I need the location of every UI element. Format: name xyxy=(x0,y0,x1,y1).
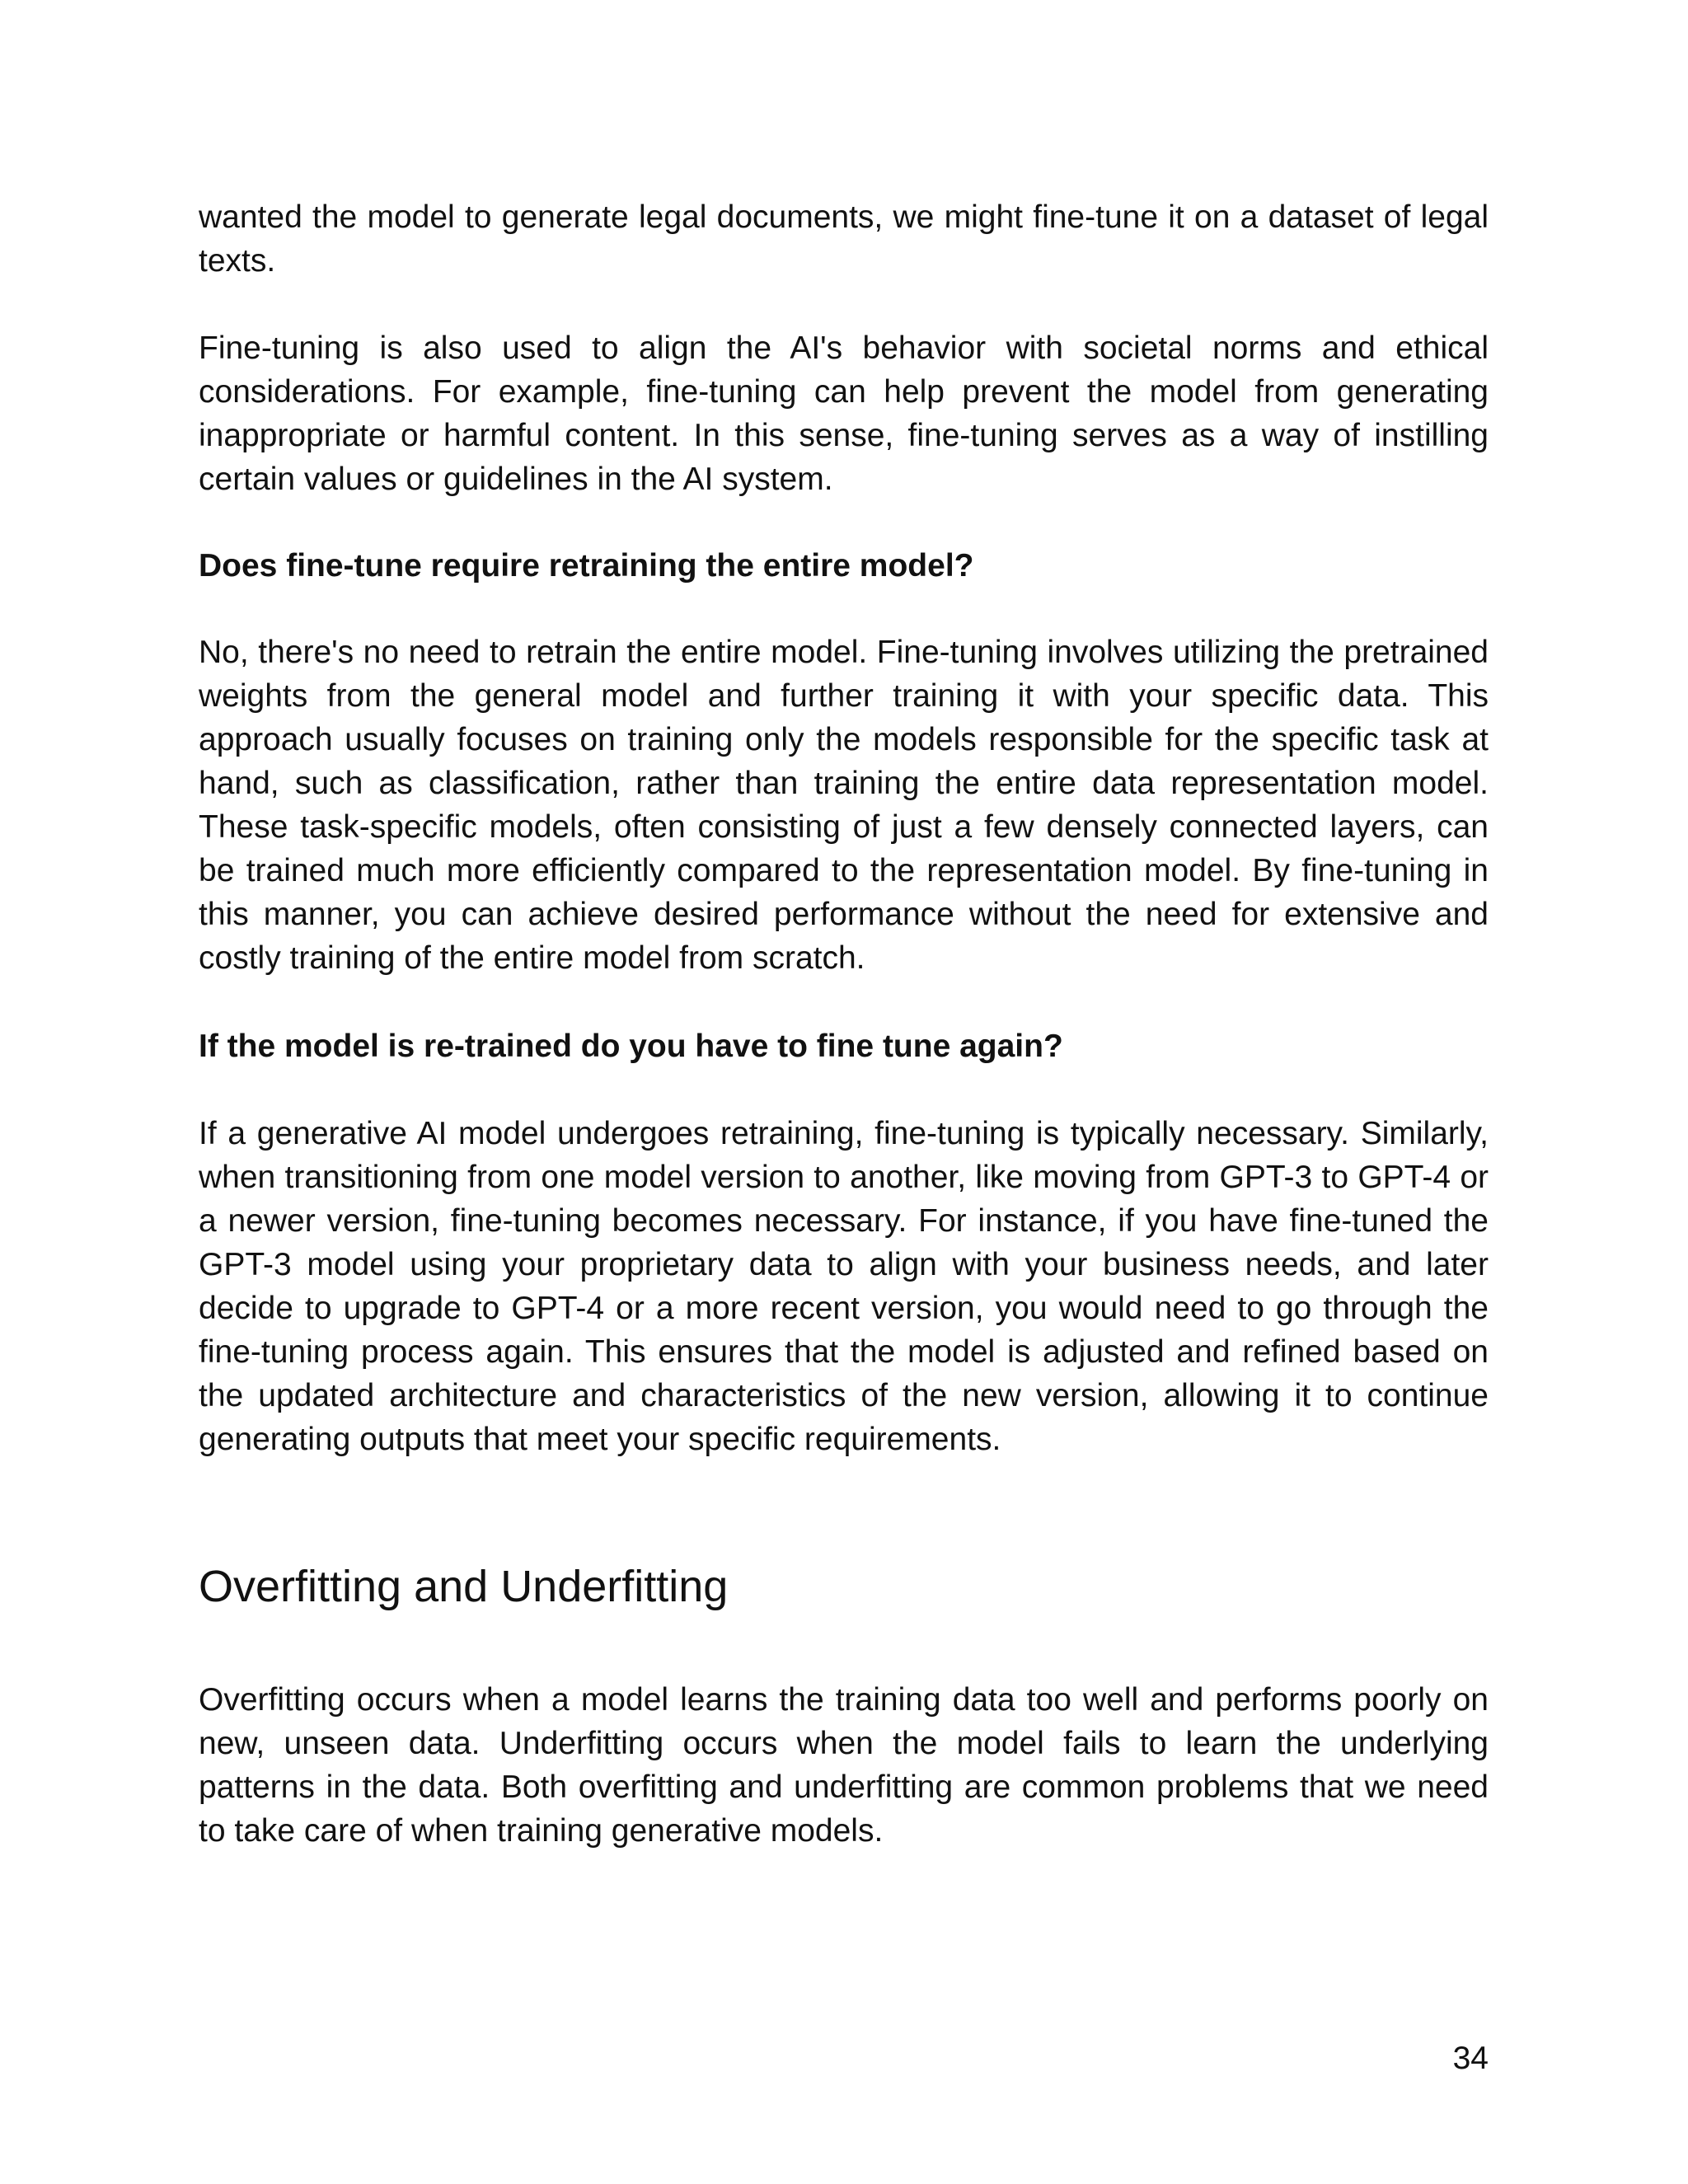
paragraph-overfitting-definition: Overfitting occurs when a model learns the training data too well and performs poorly on new, unseen data. Underfitting occurs when the model fails to learn the underlying patterns in the data. Both overfitting and underfitting are common problems that we need to take care of when training generative models. xyxy=(199,1682,1489,1849)
section-heading-overfitting: Overfitting and Underfitting xyxy=(199,1562,729,1611)
page-number: 34 xyxy=(1452,2041,1489,2076)
paragraph-answer-retrained-again: If a generative AI model undergoes retraining, fine-tuning is typically necessary. Similarly, when transitioning from one model version to another, like moving from GPT-3 to GPT-4 or a newer version, fine-tuning becomes necessary. For instance, if you have fine-tuned the GPT-3 model using your proprietary data to align with your business needs, and later decide to upgrade to GPT-4 or a more recent version, you would need to go through the fine-tuning process again. This ensures that the model is adjusted and refined based on the updated architecture and characteristics of the new version, allowing it to continue generating outputs that meet your specific requirements. xyxy=(199,1116,1489,1457)
question-heading-retrained-again: If the model is re-trained do you have to fine tune again? xyxy=(199,1029,1063,1064)
paragraph-finetune-alignment: Fine-tuning is also used to align the AI's behavior with societal norms and ethical considerations. For example, fine-tuning can help prevent the model from generating inappropriate or harmful content. In this sense, fine-tuning serves as a way of instilling certain values or guidelines in the AI system. xyxy=(199,330,1489,497)
question-heading-retrain-entire: Does fine-tune require retraining the entire model? xyxy=(199,548,974,583)
paragraph-intro-continuation: wanted the model to generate legal documents, we might fine-tune it on a dataset of legal texts. xyxy=(199,199,1489,279)
paragraph-answer-retrain-entire: No, there's no need to retrain the entire model. Fine-tuning involves utilizing the pretrained weights from the general model and further training it with your specific data. This approach usually focuses on training only the models responsible for the specific task at hand, such as classification, rather than training the entire data representation model. These task-specific models, often consisting of just a few densely connected layers, can be trained much more efficiently compared to the representation model. By fine-tuning in this manner, you can achieve desired performance without the need for extensive and costly training of the entire model from scratch. xyxy=(199,635,1489,976)
